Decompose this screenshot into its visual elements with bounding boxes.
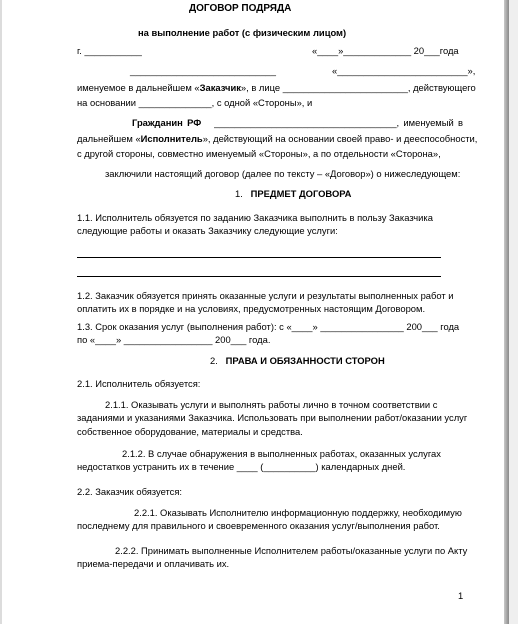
clause-2-2-1-line-2: последнему для правильного и своевременного оказания услуг/выполнения работ. — [77, 520, 440, 531]
document-title: ДОГОВОР ПОДРЯДА — [189, 3, 292, 14]
document-subtitle: на выполнение работ (с физическим лицом) — [138, 27, 347, 38]
page-number: 1 — [458, 590, 464, 601]
clause-1-2-line-1: 1.2. Заказчик обязуется принять оказанные услуги и результаты выполненных работ и — [77, 290, 454, 301]
clause-2-2-2-line-2: приема-передачи и оплачивать их. — [77, 558, 230, 569]
preamble-parties-line: с другой стороны, совместно именуемый «Стороны», а по отдельности «Сторона», — [77, 148, 441, 159]
preamble-citizen-line: Гражданин РФ ___________________________________, именуемый в — [132, 117, 463, 128]
clause-1-3-line-1: 1.3. Срок оказания услуг (выполнения работ): с «____» ________________ 200___ года — [77, 321, 460, 332]
preamble-customer-line: именуемое в дальнейшем «Заказчик», в лице ________________________, действующего — [77, 82, 476, 93]
customer-name-blank: ____________________________ — [130, 65, 276, 76]
blank-line — [77, 276, 441, 277]
preamble-agreement-line: заключили настоящий договор (далее по тексту – «Договор») о нижеследующем: — [105, 168, 461, 179]
place-line: г. ___________ — [77, 45, 142, 56]
clause-1-1-line-2: следующие работы и оказать Заказчику следующие услуги: — [77, 225, 338, 236]
blank-line — [77, 257, 441, 258]
clause-2-2-1-line-1: 2.2.1. Оказывать Исполнителю информационную поддержку, необходимую — [134, 507, 462, 518]
clause-2-1: 2.1. Исполнитель обязуется: — [77, 378, 201, 389]
clause-2-1-1-line-3: собственное оборудование, материалы и средства. — [77, 426, 303, 437]
customer-name-quoted-blank: «_________________________», — [332, 65, 476, 76]
date-line: «____»_____________ 20___года — [312, 45, 459, 56]
preamble-executor-line: дальнейшем «Исполнитель», действующий на основании своей право- и дееспособности, — [77, 133, 478, 144]
clause-1-3-line-2: по «____» _________________ 200___ года. — [77, 334, 271, 345]
clause-2-1-1-line-1: 2.1.1. Оказывать услуги и выполнять работы лично в точном соответствии с — [105, 399, 438, 410]
clause-2-1-1-line-2: заданиями и указаниями Заказчика. Использовать при выполнении работ/оказании услуг — [77, 412, 468, 423]
scrollbar-track[interactable] — [509, 0, 518, 624]
clause-1-1-line-1: 1.1. Исполнитель обязуется по заданию Заказчика выполнить в пользу Заказчика — [77, 212, 433, 223]
clause-2-2-2-line-1: 2.2.2. Принимать выполненные Исполнителем работы/оказанные услуги по Акту — [115, 545, 468, 556]
clause-2-2: 2.2. Заказчик обязуется: — [77, 486, 183, 497]
preamble-basis-line: на основании ______________, с одной «Стороны», и — [77, 97, 313, 108]
document-page — [2, 0, 504, 624]
section-1-heading: 1. ПРЕДМЕТ ДОГОВОРА — [235, 188, 352, 199]
clause-2-1-2-line-1: 2.1.2. В случае обнаружения в выполненных работах, оказанных услугах — [122, 448, 441, 459]
clause-2-1-2-line-2: недостатков устранить их в течение ____ (__________) календарных дней. — [77, 461, 406, 472]
section-2-heading: 2. ПРАВА И ОБЯЗАННОСТИ СТОРОН — [210, 355, 385, 366]
clause-1-2-line-2: оплатить их в порядке и на условиях, предусмотренных настоящим Договором. — [77, 303, 426, 314]
